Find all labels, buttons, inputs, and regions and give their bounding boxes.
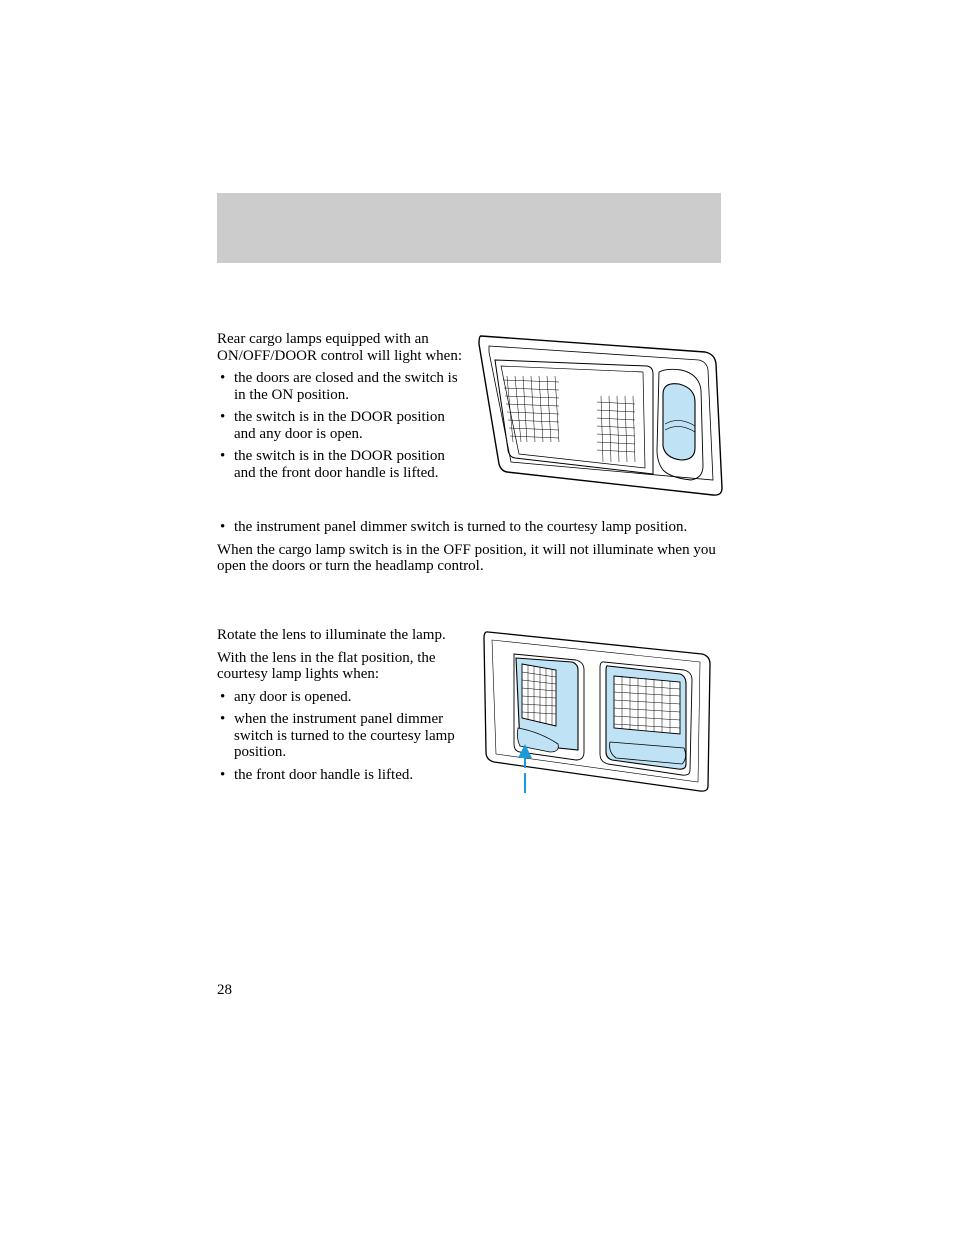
cargo-lamp-conditions-list-continued [217, 519, 721, 536]
cargo-lamp-conditions-list [217, 370, 467, 481]
cargo-lamp-intro-block [217, 331, 467, 487]
courtesy-lamp-rotate-text: Rotate the lens to illuminate the lamp. [217, 627, 446, 643]
list-item: • any door is opened. [217, 689, 462, 706]
courtesy-lamp-block [217, 627, 462, 789]
courtesy-lamp-flat-text: With the lens in the flat position, the courtesy lamp lights when: [217, 649, 436, 682]
list-item: • the front door handle is lifted. [217, 767, 462, 784]
cargo-lamp-continued-block [217, 519, 721, 581]
list-item: • the switch is in the DOOR position and any door is open. [217, 409, 467, 442]
list-item: • the doors are closed and the switch is in the ON position. [217, 370, 467, 403]
list-item: • when the instrument panel dimmer switch is turned to the courtesy lamp position. [217, 711, 462, 761]
rotate-arrow-icon [518, 744, 532, 793]
list-item: • the instrument panel dimmer switch is turned to the courtesy lamp position. [217, 519, 721, 536]
cargo-lamp-intro: Rear cargo lamps equipped with an ON/OFF/DOOR control will light when: [217, 331, 463, 364]
cargo-lamp-illustration [475, 330, 725, 500]
section-header-bar [217, 193, 721, 263]
list-item: • the switch is in the DOOR position and the front door handle is lifted. [217, 448, 467, 481]
page-number: 28 [217, 982, 232, 998]
courtesy-lamp-conditions-list [217, 689, 462, 784]
cargo-lamp-off-note: When the cargo lamp switch is in the OFF position, it will not illuminate when you open the doors or turn the headlamp control. [217, 541, 716, 574]
courtesy-lamp-illustration [480, 628, 716, 796]
